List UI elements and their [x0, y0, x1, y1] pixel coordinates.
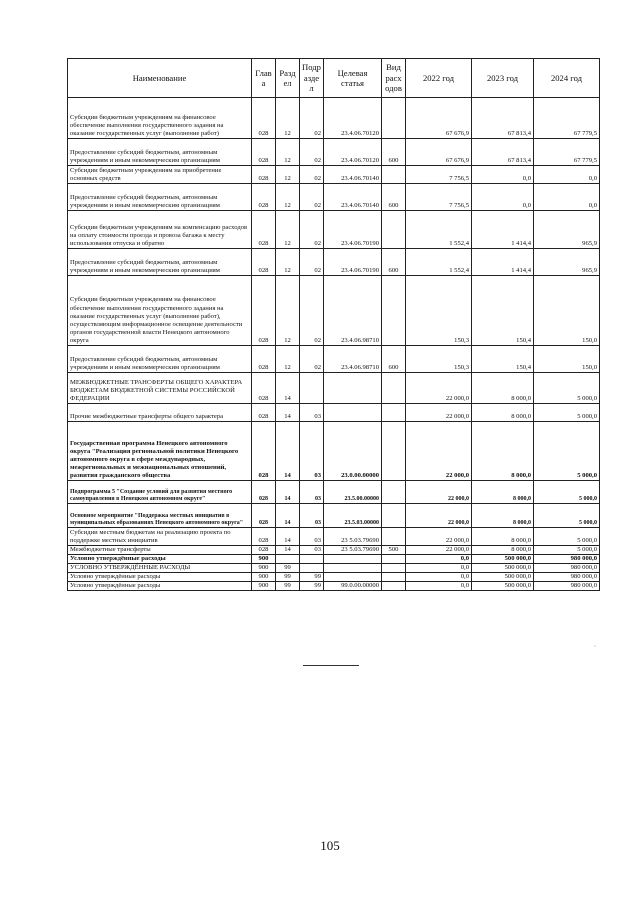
row-2022: 67 676,9: [406, 139, 472, 166]
row-2023: 8 000,0: [472, 504, 534, 528]
row-name: МЕЖБЮДЖЕТНЫЕ ТРАНСФЕРТЫ ОБЩЕГО ХАРАКТЕРА БЮДЖЕТАМ БЮДЖЕТНОЙ СИСТЕМЫ РОССИЙСКОЙ ФЕДЕРАЦИИ: [68, 373, 252, 404]
row-razdel: 14: [276, 373, 300, 404]
row-podrazdel: 03: [300, 404, 324, 422]
row-razdel: 99: [276, 564, 300, 573]
row-glava: 900: [252, 564, 276, 573]
row-podrazdel: 03: [300, 504, 324, 528]
row-name: Предоставление субсидий бюджетным, автономным учреждениям и иным некоммерческим организациям: [68, 184, 252, 211]
row-glava: 028: [252, 481, 276, 504]
row-2024: 980 000,0: [534, 555, 600, 564]
row-name: Прочие межбюджетные трансферты общего характера: [68, 404, 252, 422]
row-2023: 500 000,0: [472, 564, 534, 573]
row-2024: 5 000,0: [534, 404, 600, 422]
row-razdel: 99: [276, 582, 300, 591]
row-vid: [382, 98, 406, 139]
row-target: [324, 573, 382, 582]
header-glava: Глав а: [252, 59, 276, 98]
row-2023: 500 000,0: [472, 573, 534, 582]
row-2023: 0,0: [472, 166, 534, 184]
table-row: [68, 211, 600, 249]
table-row: [68, 373, 600, 404]
row-2023: 8 000,0: [472, 422, 534, 481]
row-2023: 8 000,0: [472, 546, 534, 555]
row-name: Предоставление субсидий бюджетным, автономным учреждениям и иным некоммерческим организациям: [68, 249, 252, 276]
row-target: [324, 564, 382, 573]
row-podrazdel: 03: [300, 528, 324, 546]
row-glava: 900: [252, 573, 276, 582]
row-2024: 67 779,5: [534, 98, 600, 139]
row-vid: 600: [382, 139, 406, 166]
row-razdel: 12: [276, 98, 300, 139]
row-target: 23.4.06.70140: [324, 184, 382, 211]
row-2024: 150,0: [534, 346, 600, 373]
row-vid: [382, 166, 406, 184]
row-name: Государственная программа Ненецкого автономного округа "Реализация региональной политики Ненецкого автономного округа в сфере международных, межрегиональных и межнациональных отношений, развития гражданского общества: [68, 422, 252, 481]
row-2024: 150,0: [534, 276, 600, 346]
row-2023: 0,0: [472, 184, 534, 211]
table-row: [68, 404, 600, 422]
row-podrazdel: 02: [300, 249, 324, 276]
row-razdel: 14: [276, 504, 300, 528]
row-target: 23 5.03.79690: [324, 528, 382, 546]
row-2022: 0,0: [406, 564, 472, 573]
row-vid: 500: [382, 546, 406, 555]
row-razdel: 12: [276, 139, 300, 166]
row-2022: 150,3: [406, 276, 472, 346]
row-razdel: 14: [276, 404, 300, 422]
row-name: Субсидии бюджетным учреждениям на финансовое обеспечение выполнения государственного задания на оказание государственных услуг (выполнение работ), осуществляющим информационное освещение деятельности органов государственной власти Ненецкого автономного округа: [68, 276, 252, 346]
row-vid: [382, 555, 406, 564]
row-2022: 1 552,4: [406, 211, 472, 249]
row-2023: 8 000,0: [472, 373, 534, 404]
row-2023: 150,4: [472, 346, 534, 373]
row-vid: [382, 504, 406, 528]
row-2024: 965,9: [534, 249, 600, 276]
row-podrazdel: [300, 564, 324, 573]
row-glava: 028: [252, 373, 276, 404]
table-row: [68, 346, 600, 373]
row-2024: 965,9: [534, 211, 600, 249]
row-2024: 980 000,0: [534, 573, 600, 582]
row-target: 23.5.03.00000: [324, 504, 382, 528]
table-row: [68, 546, 600, 555]
row-2022: 22 000,0: [406, 481, 472, 504]
row-2024: 67 779,5: [534, 139, 600, 166]
table-row: [68, 582, 600, 591]
row-name: Предоставление субсидий бюджетным, автономным учреждениям и иным некоммерческим организациям: [68, 346, 252, 373]
row-razdel: 14: [276, 422, 300, 481]
table-header-row: [68, 59, 600, 98]
row-2024: 5 000,0: [534, 546, 600, 555]
row-name: Подпрограмма 5 "Создание условий для развития местного самоуправления в Ненецком автономном округе": [68, 481, 252, 504]
row-2023: 8 000,0: [472, 528, 534, 546]
row-glava: 028: [252, 184, 276, 211]
table-row: [68, 504, 600, 528]
row-glava: 028: [252, 546, 276, 555]
table-row: [68, 166, 600, 184]
row-target: 23.0.00.00000: [324, 422, 382, 481]
row-target: 23.4.06.98710: [324, 346, 382, 373]
row-2023: 150,4: [472, 276, 534, 346]
row-podrazdel: 03: [300, 546, 324, 555]
row-2022: 22 000,0: [406, 422, 472, 481]
row-2022: 7 756,5: [406, 184, 472, 211]
row-2024: 0,0: [534, 184, 600, 211]
row-razdel: 14: [276, 528, 300, 546]
row-glava: 028: [252, 276, 276, 346]
table-row: [68, 422, 600, 481]
row-razdel: 12: [276, 346, 300, 373]
row-2022: 22 000,0: [406, 528, 472, 546]
row-vid: [382, 573, 406, 582]
row-vid: 600: [382, 184, 406, 211]
row-2022: 22 000,0: [406, 373, 472, 404]
row-name: Условно утверждённые расходы: [68, 573, 252, 582]
row-2023: 500 000,0: [472, 555, 534, 564]
row-name: Субсидии бюджетным учреждениям на приобретение основных средств: [68, 166, 252, 184]
header-razdel: Разд ел: [276, 59, 300, 98]
table-row: [68, 573, 600, 582]
row-name: УСЛОВНО УТВЕРЖДЁННЫЕ РАСХОДЫ: [68, 564, 252, 573]
row-name: Условно утверждённые расходы: [68, 582, 252, 591]
row-glava: 028: [252, 346, 276, 373]
scan-dot: ·: [594, 644, 596, 650]
row-target: 99.0.00.00000: [324, 582, 382, 591]
row-2024: 5 000,0: [534, 504, 600, 528]
row-vid: [382, 564, 406, 573]
row-2022: 0,0: [406, 582, 472, 591]
row-vid: [382, 582, 406, 591]
row-glava: 028: [252, 422, 276, 481]
row-2023: 500 000,0: [472, 582, 534, 591]
row-razdel: 12: [276, 166, 300, 184]
row-podrazdel: 99: [300, 582, 324, 591]
header-vid: Вид расх одов: [382, 59, 406, 98]
row-podrazdel: 02: [300, 276, 324, 346]
row-2022: 67 676,9: [406, 98, 472, 139]
row-razdel: 14: [276, 481, 300, 504]
row-2024: 980 000,0: [534, 564, 600, 573]
row-glava: 900: [252, 582, 276, 591]
table-row: [68, 528, 600, 546]
row-target: 23.4.06.98710: [324, 276, 382, 346]
row-target: 23.4.06.70120: [324, 98, 382, 139]
table-row: [68, 184, 600, 211]
row-2022: 1 552,4: [406, 249, 472, 276]
row-glava: 028: [252, 139, 276, 166]
budget-table: [67, 58, 600, 591]
row-razdel: 12: [276, 249, 300, 276]
header-2022: 2022 год: [406, 59, 472, 98]
row-podrazdel: 03: [300, 481, 324, 504]
header-2024: 2024 год: [534, 59, 600, 98]
row-2023: 1 414,4: [472, 249, 534, 276]
row-target: 23.4.06.70190: [324, 211, 382, 249]
row-target: 23.5.00.00000: [324, 481, 382, 504]
row-name: Субсидии бюджетным учреждениям на финансовое обеспечение выполнения государственного задания на оказание государственных услуг (выполнение работ): [68, 98, 252, 139]
page-number: 105: [320, 838, 340, 853]
row-razdel: 12: [276, 211, 300, 249]
row-podrazdel: 03: [300, 422, 324, 481]
row-glava: 028: [252, 98, 276, 139]
row-2023: 8 000,0: [472, 481, 534, 504]
row-2024: 980 000,0: [534, 582, 600, 591]
row-podrazdel: 02: [300, 166, 324, 184]
row-razdel: 12: [276, 184, 300, 211]
row-2024: 5 000,0: [534, 528, 600, 546]
row-glava: 028: [252, 211, 276, 249]
row-vid: [382, 211, 406, 249]
row-razdel: 14: [276, 546, 300, 555]
row-podrazdel: [300, 555, 324, 564]
row-target: 23.4.06.70140: [324, 166, 382, 184]
row-vid: [382, 422, 406, 481]
header-2023: 2023 год: [472, 59, 534, 98]
table-row: [68, 481, 600, 504]
row-glava: 028: [252, 249, 276, 276]
row-2022: 22 000,0: [406, 404, 472, 422]
row-2023: 67 813,4: [472, 139, 534, 166]
row-2022: 22 000,0: [406, 546, 472, 555]
row-podrazdel: 02: [300, 211, 324, 249]
row-glava: 028: [252, 166, 276, 184]
row-razdel: [276, 555, 300, 564]
header-name: Наименование: [68, 59, 252, 98]
row-podrazdel: 02: [300, 184, 324, 211]
end-separator-line: [303, 665, 359, 666]
row-2024: 5 000,0: [534, 422, 600, 481]
table-row: [68, 249, 600, 276]
row-name: Субсидии местным бюджетам на реализацию проекта по поддержке местных инициатив: [68, 528, 252, 546]
table-row: [68, 139, 600, 166]
table-row: [68, 98, 600, 139]
row-target: 23.4.06.70120: [324, 139, 382, 166]
row-target: [324, 373, 382, 404]
row-target: 23.4.06.70190: [324, 249, 382, 276]
row-2022: 0,0: [406, 573, 472, 582]
row-name: Основное мероприятие "Поддержка местных инициатив в муниципальных образованиях Ненецкого автономного округа": [68, 504, 252, 528]
row-2022: 0,0: [406, 555, 472, 564]
row-podrazdel: 99: [300, 573, 324, 582]
row-name: Предоставление субсидий бюджетным, автономным учреждениям и иным некоммерческим организациям: [68, 139, 252, 166]
table-row: [68, 555, 600, 564]
row-name: Межбюджетные трансферты: [68, 546, 252, 555]
header-target: Целевая статья: [324, 59, 382, 98]
row-target: [324, 404, 382, 422]
row-2024: 5 000,0: [534, 373, 600, 404]
row-name: Субсидии бюджетным учреждениям на компенсацию расходов на оплату стоимости проезда и провоза багажа к месту использования отпуска и обратно: [68, 211, 252, 249]
row-glava: 028: [252, 528, 276, 546]
row-2023: 1 414,4: [472, 211, 534, 249]
row-glava: 028: [252, 404, 276, 422]
row-vid: 600: [382, 346, 406, 373]
row-target: [324, 555, 382, 564]
row-glava: 900: [252, 555, 276, 564]
row-target: 23 5.03.79690: [324, 546, 382, 555]
row-vid: [382, 528, 406, 546]
row-podrazdel: 02: [300, 98, 324, 139]
row-name: Условно утверждённые расходы: [68, 555, 252, 564]
row-podrazdel: 02: [300, 139, 324, 166]
row-glava: 028: [252, 504, 276, 528]
row-podrazdel: 02: [300, 346, 324, 373]
row-razdel: 99: [276, 573, 300, 582]
row-vid: [382, 481, 406, 504]
table-row: [68, 564, 600, 573]
row-2022: 150,3: [406, 346, 472, 373]
row-vid: [382, 404, 406, 422]
row-vid: 600: [382, 249, 406, 276]
row-podrazdel: [300, 373, 324, 404]
row-2022: 7 756,5: [406, 166, 472, 184]
row-vid: [382, 373, 406, 404]
table-body: [68, 98, 600, 591]
row-vid: [382, 276, 406, 346]
header-podrazdel: Подр азде л: [300, 59, 324, 98]
row-2022: 22 000,0: [406, 504, 472, 528]
row-2024: 0,0: [534, 166, 600, 184]
row-2024: 5 000,0: [534, 481, 600, 504]
row-razdel: 12: [276, 276, 300, 346]
row-2023: 67 813,4: [472, 98, 534, 139]
table-row: [68, 276, 600, 346]
row-2023: 8 000,0: [472, 404, 534, 422]
